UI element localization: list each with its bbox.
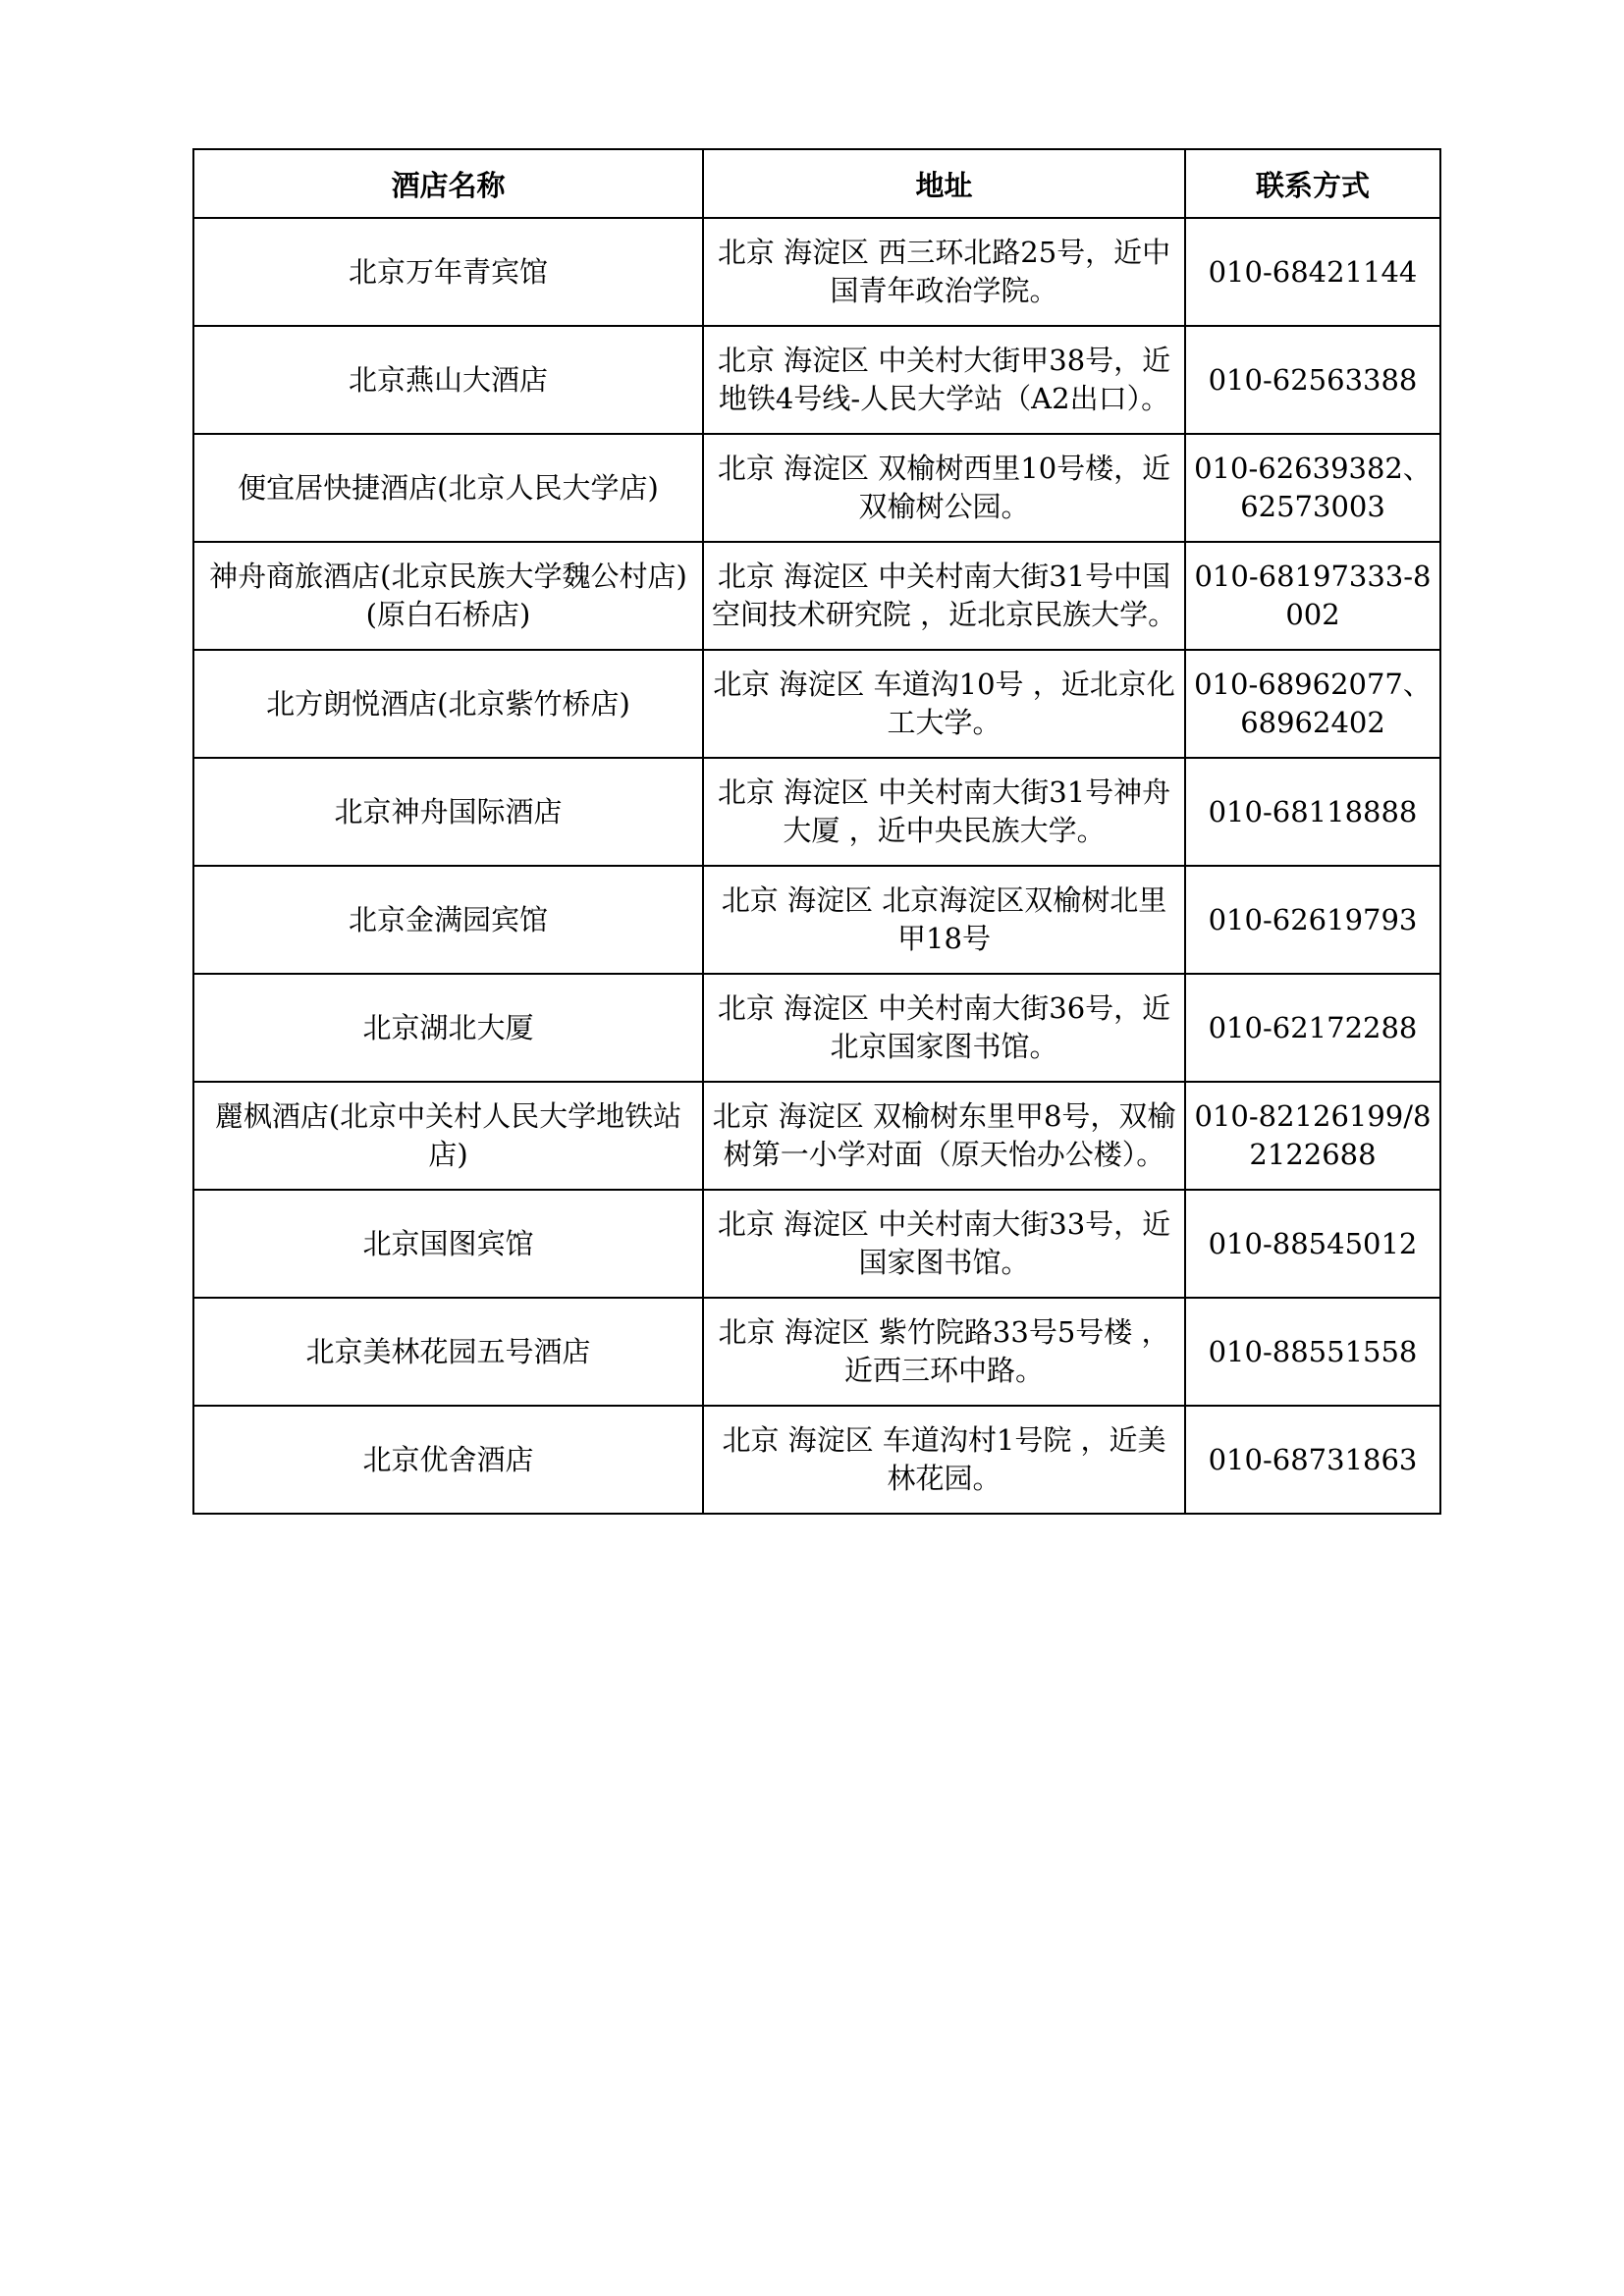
contact-cell-text: 010-68731863 <box>1208 1442 1418 1476</box>
address-cell <box>703 218 1185 326</box>
address-cell <box>703 542 1185 650</box>
hotel-name-cell-text: 便宜居快捷酒店(北京人民大学店) <box>238 470 659 505</box>
contact-cell-text: 010-68197333-8002 <box>1194 560 1432 631</box>
contact-cell <box>1185 866 1440 974</box>
hotel-name-cell-text: 北京湖北大厦 <box>362 1010 534 1044</box>
address-cell-text: 北京 海淀区 双榆树东里甲8号，双榆树第一小学对面（原天怡办公楼）。 <box>712 1099 1176 1171</box>
table-row <box>193 326 1440 434</box>
contact-cell <box>1185 218 1440 326</box>
table-row <box>193 1190 1440 1298</box>
table-row <box>193 1406 1440 1514</box>
hotel-name-cell <box>193 758 703 866</box>
address-cell <box>703 974 1185 1082</box>
contact-cell <box>1185 326 1440 434</box>
table-header-row <box>193 149 1440 218</box>
address-cell <box>703 1082 1185 1190</box>
address-cell-text: 北京 海淀区 中关村南大街36号，近北京国家图书馆。 <box>717 991 1171 1063</box>
address-cell-text: 北京 海淀区 紫竹院路33号5号楼 ，近西三环中路。 <box>718 1315 1170 1387</box>
hotel-name-cell <box>193 650 703 758</box>
address-cell-text: 北京 海淀区 中关村南大街31号中国空间技术研究院 ，近北京民族大学。 <box>711 560 1177 631</box>
table-row <box>193 974 1440 1082</box>
contact-cell <box>1185 974 1440 1082</box>
hotel-name-cell-text: 麗枫酒店(北京中关村人民大学地铁站店) <box>214 1099 682 1171</box>
address-cell <box>703 866 1185 974</box>
table-row <box>193 650 1440 758</box>
hotel-name-cell-text: 北京美林花园五号酒店 <box>305 1334 591 1368</box>
hotel-name-cell <box>193 1406 703 1514</box>
contact-cell-text: 010-62639382、62573003 <box>1194 452 1432 523</box>
hotel-name-cell <box>193 974 703 1082</box>
address-cell <box>703 434 1185 542</box>
table-row <box>193 434 1440 542</box>
hotel-name-cell <box>193 542 703 650</box>
table-row <box>193 758 1440 866</box>
table-row <box>193 218 1440 326</box>
address-cell <box>703 1298 1185 1406</box>
hotel-name-cell-text: 神舟商旅酒店(北京民族大学魏公村店)(原白石桥店) <box>209 560 687 631</box>
header-hotel-name: 酒店名称 <box>193 149 703 218</box>
table-row <box>193 542 1440 650</box>
contact-cell-text: 010-82126199/82122688 <box>1194 1099 1432 1171</box>
address-cell <box>703 326 1185 434</box>
hotel-table <box>192 148 1441 1515</box>
contact-cell <box>1185 1406 1440 1514</box>
hotel-name-cell <box>193 326 703 434</box>
contact-cell <box>1185 1082 1440 1190</box>
hotel-name-cell <box>193 434 703 542</box>
table-row <box>193 866 1440 974</box>
hotel-name-cell <box>193 866 703 974</box>
contact-cell <box>1185 758 1440 866</box>
contact-cell-text: 010-88551558 <box>1208 1334 1418 1368</box>
hotel-name-cell-text: 北京燕山大酒店 <box>348 362 548 397</box>
contact-cell-text: 010-62563388 <box>1208 362 1418 397</box>
hotel-name-cell-text: 北京神舟国际酒店 <box>334 794 563 828</box>
hotel-name-cell-text: 北京国图宾馆 <box>362 1226 534 1260</box>
address-cell <box>703 1190 1185 1298</box>
contact-cell-text: 010-62619793 <box>1208 902 1418 936</box>
contact-cell-text: 010-62172288 <box>1208 1010 1418 1044</box>
address-cell-text: 北京 海淀区 中关村大街甲38号，近地铁4号线-人民大学站（A2出口）。 <box>717 344 1171 415</box>
address-cell-text: 北京 海淀区 中关村南大街33号，近国家图书馆。 <box>717 1207 1171 1279</box>
address-cell-text: 北京 海淀区 车道沟村1号院 ，近美林花园。 <box>722 1423 1166 1495</box>
hotel-name-cell-text: 北京万年青宾馆 <box>348 254 548 289</box>
contact-cell-text: 010-88545012 <box>1208 1226 1418 1260</box>
hotel-name-cell <box>193 1298 703 1406</box>
table-row <box>193 1298 1440 1406</box>
hotel-name-cell-text: 北京金满园宾馆 <box>348 902 548 936</box>
contact-cell <box>1185 542 1440 650</box>
header-contact: 联系方式 <box>1185 149 1440 218</box>
contact-cell <box>1185 1298 1440 1406</box>
hotel-name-cell-text: 北方朗悦酒店(北京紫竹桥店) <box>266 686 630 721</box>
contact-cell-text: 010-68962077、68962402 <box>1194 667 1432 739</box>
address-cell-text: 北京 海淀区 双榆树西里10号楼，近双榆树公园。 <box>717 452 1171 523</box>
header-address: 地址 <box>703 149 1185 218</box>
address-cell-text: 北京 海淀区 车道沟10号 ，近北京化工大学。 <box>713 667 1175 739</box>
contact-cell <box>1185 650 1440 758</box>
table-body <box>193 218 1440 1514</box>
address-cell-text: 北京 海淀区 西三环北路25号，近中国青年政治学院。 <box>717 236 1171 307</box>
hotel-name-cell <box>193 1082 703 1190</box>
address-cell-text: 北京 海淀区 中关村南大街31号神舟大厦 ，近中央民族大学。 <box>717 775 1171 847</box>
hotel-name-cell <box>193 218 703 326</box>
hotel-name-cell-text: 北京优舍酒店 <box>362 1442 534 1476</box>
contact-cell-text: 010-68118888 <box>1208 794 1418 828</box>
address-cell <box>703 650 1185 758</box>
contact-cell <box>1185 434 1440 542</box>
address-cell <box>703 758 1185 866</box>
table-row <box>193 1082 1440 1190</box>
address-cell <box>703 1406 1185 1514</box>
contact-cell <box>1185 1190 1440 1298</box>
contact-cell-text: 010-68421144 <box>1208 254 1418 289</box>
hotel-name-cell <box>193 1190 703 1298</box>
address-cell-text: 北京 海淀区 北京海淀区双榆树北里甲18号 <box>721 883 1167 955</box>
